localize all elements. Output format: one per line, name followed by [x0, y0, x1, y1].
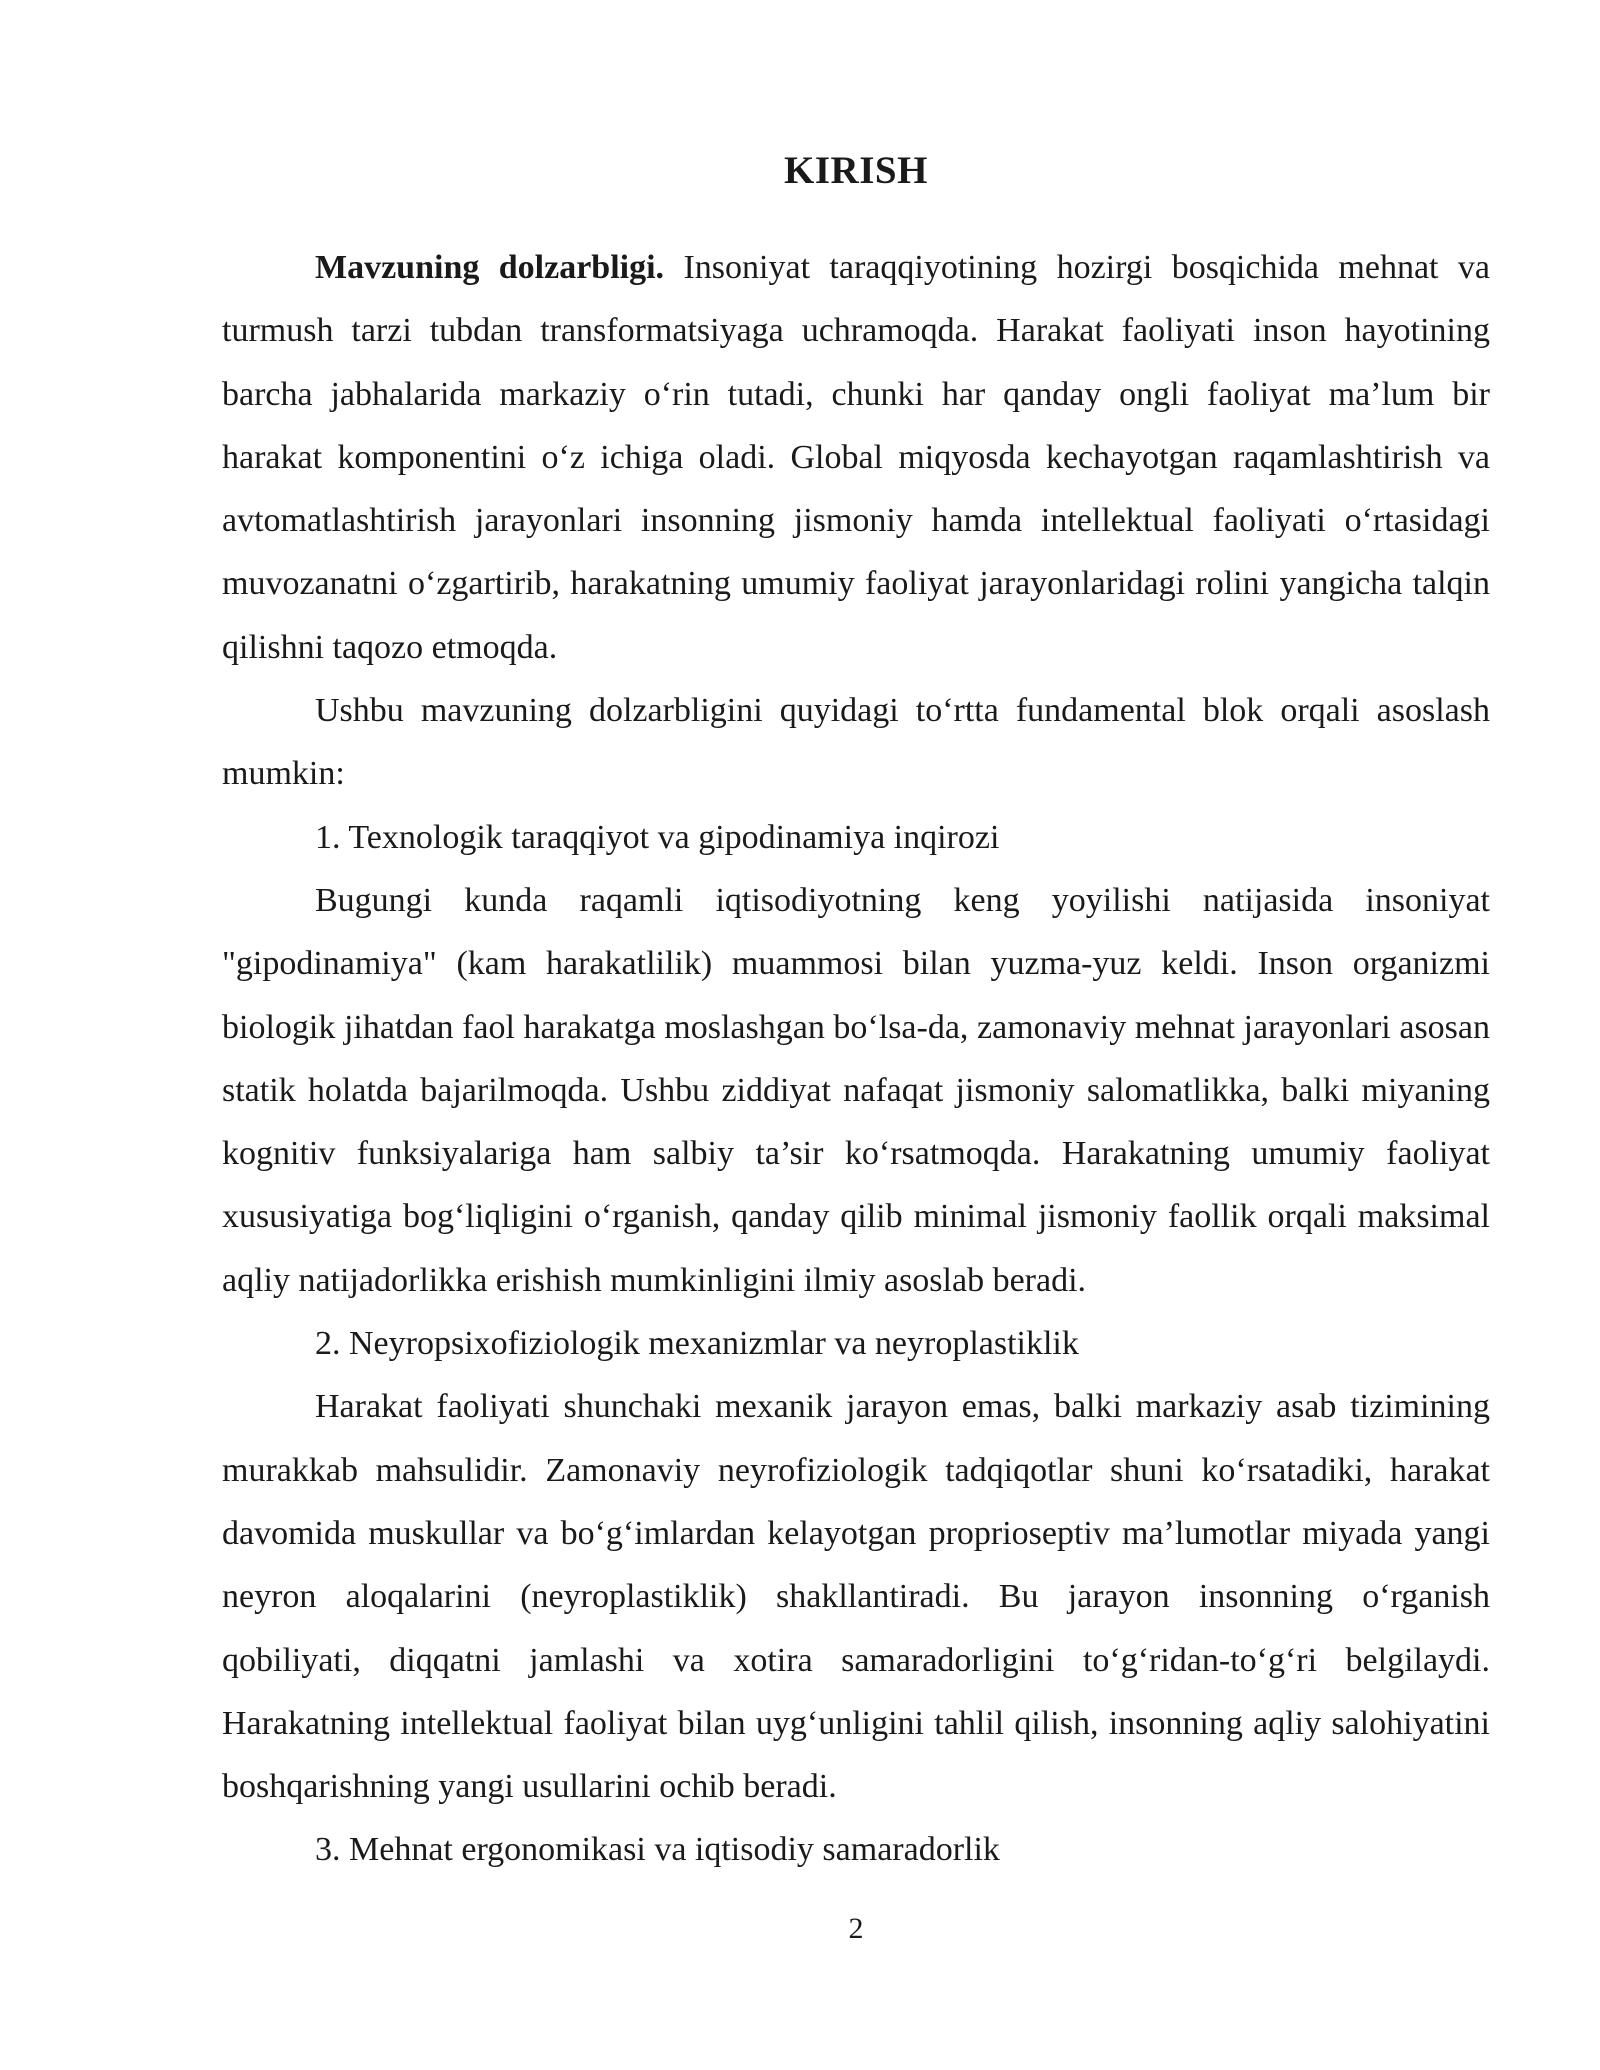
paragraph-text: Insoniyat taraqqiyotining hozirgi bosqichida mehnat va turmush tarzi tubdan transformatsiyaga uchramoqda. Harakat faoliyati inson hayotining barcha jabhalarida markaziy o‘rin tutadi, chunki har qanday ongli faoliyat ma’lum bir harakat komponentini o‘z ichiga oladi. Global miqyosda kechayotgan raqamlashtirish va avtomatlashtirish jarayonlari insonning jismoniy hamda intellektual faoliyati o‘rtasidagi muvozanatni o‘zgartirib, harakatning umumiy faoliyat jarayonlaridagi rolini yangicha talqin qilishni taqozo etmoqda. — [222, 249, 1491, 666]
paragraph-intro-blocks: Ushbu mavzuning dolzarbligini quyidagi to‘rtta fundamental blok orqali asoslash mumkin: — [222, 692, 1490, 793]
page-number: 2 — [848, 1912, 864, 1945]
page-title: KIRISH — [784, 149, 928, 192]
paragraph-hypodynamia: Bugungi kunda raqamli iqtisodiyotning keng yoyilishi natijasida insoniyat "gipodinamiya" (kam harakatlilik) muammosi bilan yuzma-yuz keldi. Inson organizmi biologik jihatdan faol harakatga moslashgan bo‘lsa-da, zamonaviy mehnat jarayonlari asosan statik holatda bajarilmoqda. Ushbu ziddiyat nafaqat jismoniy salomatlikka, balki miyaning kognitiv funksiyalariga ham salbiy ta’sir ko‘rsatmoqda. Harakatning umumiy faoliyat xususiyatiga bog‘liqligini o‘rganish, qanday qilib minimal jismoniy faollik orqali maksimal aqliy natijadorlikka erishish mumkinligini ilmiy asoslab beradi. — [222, 881, 1490, 1299]
section-heading-1: 1. Texnologik taraqqiyot va gipodinamiya inqirozi — [315, 818, 1000, 856]
paragraph-relevance — [222, 236, 1490, 679]
paragraph-neuroplasticity: Harakat faoliyati shunchaki mexanik jarayon emas, balki markaziy asab tizimining murakkab mahsulidir. Zamonaviy neyrofiziologik tadqiqotlar shuni ko‘rsatadiki, harakat davomida muskullar va bo‘g‘imlardan kelayotgan proprioseptiv ma’lumotlar miyada yangi neyron aloqalarini (neyroplastiklik) shakllantiradi. Bu jarayon insonning o‘rganish qobiliyati, diqqatni jamlashi va xotira samaradorligini to‘g‘ridan-to‘g‘ri belgilaydi. Harakatning intellektual faoliyat bilan uyg‘unligini tahlil qilish, insonning aqliy salohiyatini boshqarishning yangi usullarini ochib beradi. — [222, 1388, 1490, 1806]
document-body — [222, 236, 1490, 1882]
section-heading-2: 2. Neyropsixofiziologik mexanizmlar va neyroplastiklik — [315, 1325, 1079, 1363]
section-heading-3: 3. Mehnat ergonomikasi va iqtisodiy samaradorlik — [315, 1831, 1000, 1869]
paragraph-lead: Mavzuning dolzarbligi. — [315, 249, 665, 286]
